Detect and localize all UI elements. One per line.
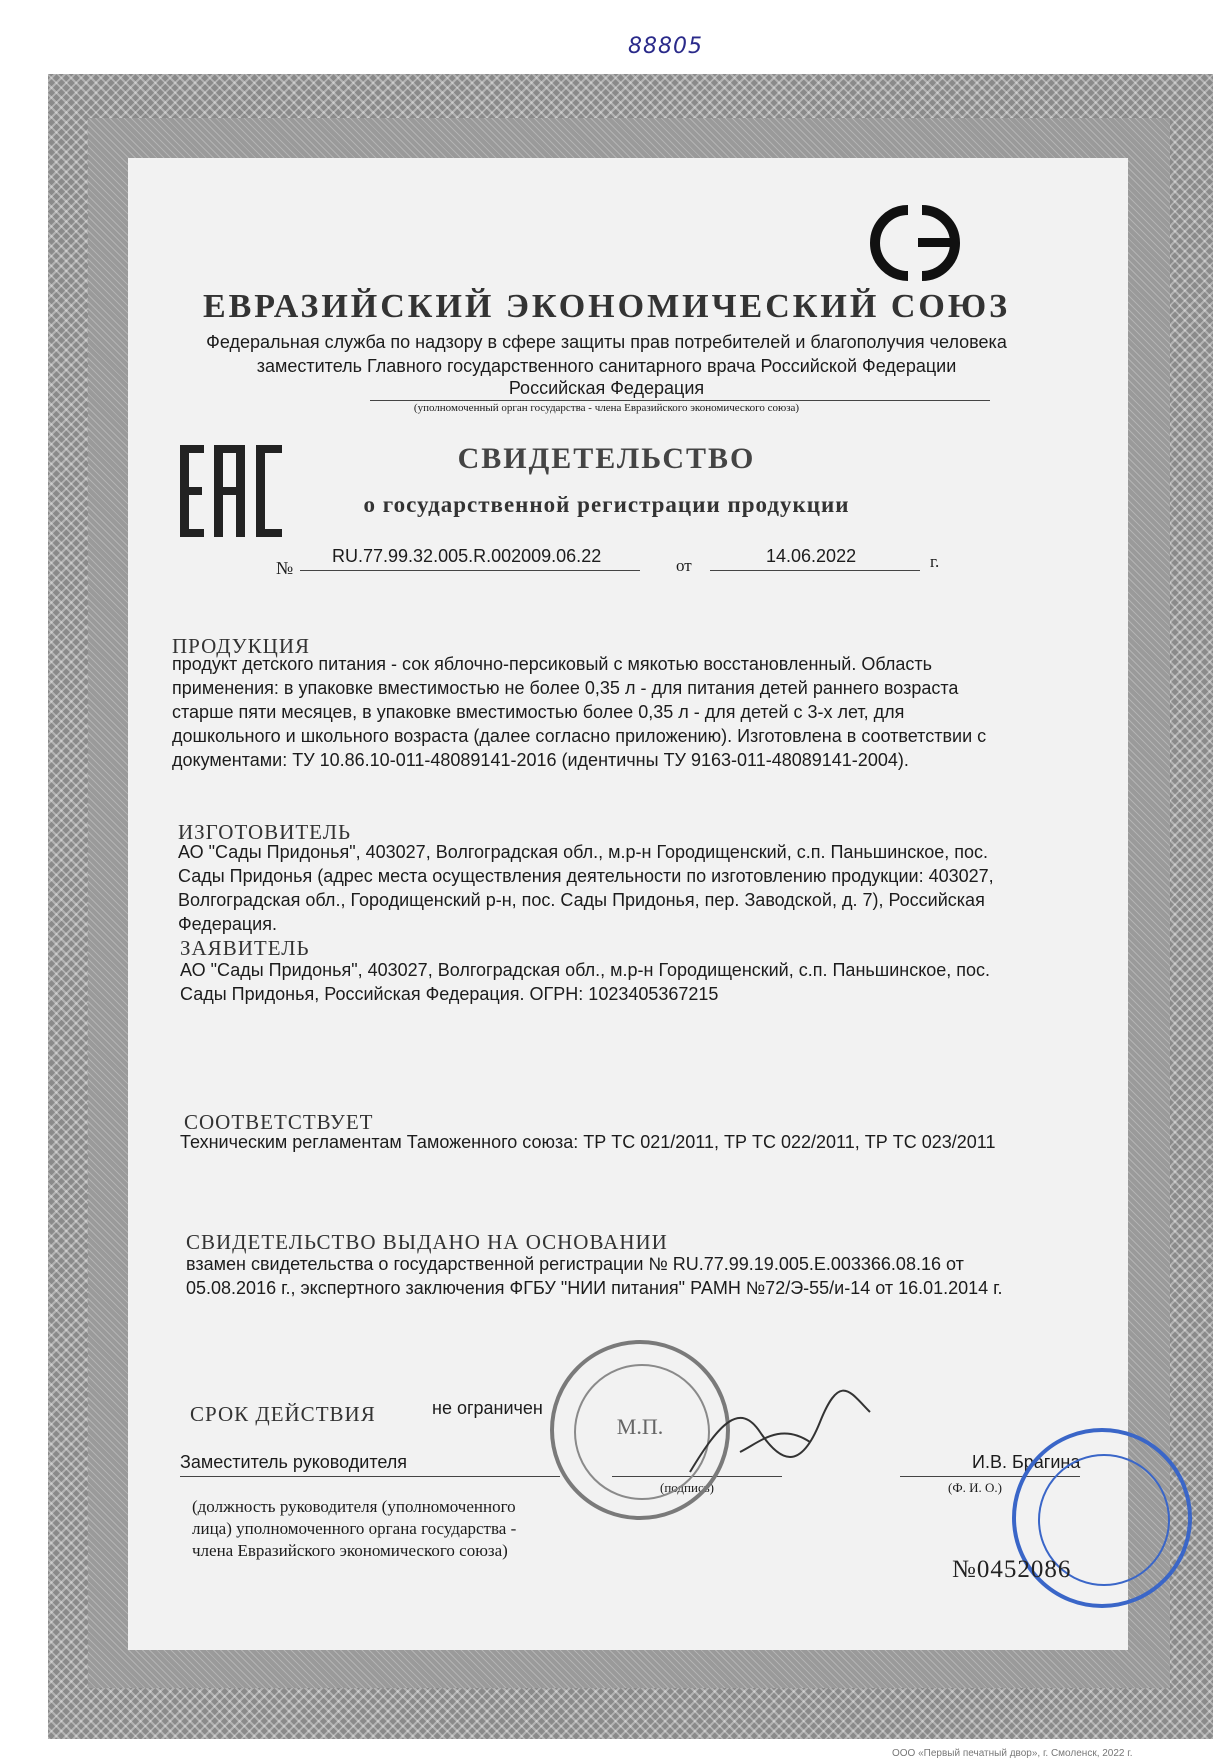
handwritten-number: 88805 [628,34,703,59]
manufacturer-text [178,840,1118,936]
applicant-line: АО "Сады Придонья", 403027, Волгоградская обл., м.р-н Городищенский, с.п. Паньшинское, пос. [180,960,991,980]
validity-heading: СРОК ДЕЙСТВИЯ [190,1402,376,1426]
position-caption-line: лица) уполномоченного органа государства - [192,1519,517,1538]
product-line: применения: в упаковке вместимостью не более 0,35 л - для питания детей раннего возраста [172,678,959,698]
manufacturer-line: Федерация. [178,914,277,934]
printer-note: ООО «Первый печатный двор», г. Смоленск, 2022 г. [892,1748,1133,1759]
position-caption-line: члена Евразийского экономического союза) [192,1541,508,1560]
se-mark-icon [860,200,970,286]
basis-heading: СВИДЕТЕЛЬСТВО ВЫДАНО НА ОСНОВАНИИ [186,1230,668,1254]
fio-caption: (Ф. И. О.) [948,1480,1002,1495]
authority-line-1: Федеральная служба по надзору в сфере защиты прав потребителей и благополучия человека [206,332,1007,352]
product-line: продукт детского питания - сок яблочно-персиковый с мякотью восстановленный. Область [172,654,932,674]
signature-caption: (подпись) [660,1480,714,1495]
manufacturer-heading: ИЗГОТОВИТЕЛЬ [178,820,352,844]
certificate-subtitle: о государственной регистрации продукции [363,492,850,517]
date-underline [710,570,920,571]
manufacturer-line: Сады Придонья (адрес места осуществления деятельности по изготовлению продукции: 403027, [178,866,994,886]
year-suffix: г. [930,552,940,571]
signature-scribble [680,1382,880,1492]
form-number: №0452086 [952,1556,1072,1583]
applicant-line: Сады Придонья, Российская Федерация. ОГРН: 1023405367215 [180,984,719,1004]
position-caption-line: (должность руководителя (уполномоченного [192,1497,516,1516]
conforms-line: Техническим регламентам Таможенного союза: ТР ТС 021/2011, ТР ТС 022/2011, ТР ТС 023/2011 [180,1132,996,1152]
number-label: № [276,558,294,578]
conforms-heading: СООТВЕТСТВУЕТ [184,1110,374,1134]
validity-value: не ограничен [432,1398,543,1418]
basis-line: 05.08.2016 г., экспертного заключения ФГБУ "НИИ питания" РАМН №72/Э-55/и-14 от 16.01.2014 г. [186,1278,1003,1298]
stamp-initials: М.П. [616,1414,664,1439]
certificate-title: СВИДЕТЕЛЬСТВО [457,442,756,475]
product-line: дошкольного и школьного возраста (далее согласно приложению). Изготовлена в соответствии с [172,726,987,746]
union-title: ЕВРАЗИЙСКИЙ ЭКОНОМИЧЕСКИЙ СОЮЗ [202,288,1011,325]
position-underline [180,1476,560,1477]
product-line: старше пяти месяцев, в упаковке вместимостью более 0,35 л - для детей с 3-х лет, для [172,702,905,722]
product-line: документами: ТУ 10.86.10-011-48089141-2016 (идентичны ТУ 9163-011-48089141-2004). [172,750,909,770]
manufacturer-line: АО "Сады Придонья", 403027, Волгоградская обл., м.р-н Городищенский, с.п. Паньшинское, пос. [178,842,989,862]
basis-line: взамен свидетельства о государственной регистрации № RU.77.99.19.005.Е.003366.08.16 от [186,1254,964,1274]
registration-number: RU.77.99.32.005.R.002009.06.22 [332,546,602,566]
authority-line-3: Российская Федерация [508,378,705,398]
date-label: от [676,556,692,575]
applicant-text [180,958,1120,1006]
product-text [172,652,1112,772]
manufacturer-line: Волгоградская обл., Городищенский р-н, пос. Сады Придонья, пер. Заводской, д. 7), Российская [178,890,985,910]
position-caption [192,1496,516,1562]
authority-line-2: заместитель Главного государственного санитарного врача Российской Федерации [256,356,957,376]
registration-date: 14.06.2022 [766,546,857,566]
signatory-position: Заместитель руководителя [180,1452,408,1472]
authority-underline [370,400,990,401]
basis-text [186,1252,1126,1300]
authority-caption: (уполномоченный орган государства - члена Евразийского экономического союза) [413,402,800,414]
applicant-heading: ЗАЯВИТЕЛЬ [180,936,310,960]
conforms-text [180,1130,1120,1154]
number-underline [300,570,640,571]
signatory-name: И.В. Брагина [972,1452,1081,1472]
product-heading: ПРОДУКЦИЯ [172,634,311,658]
